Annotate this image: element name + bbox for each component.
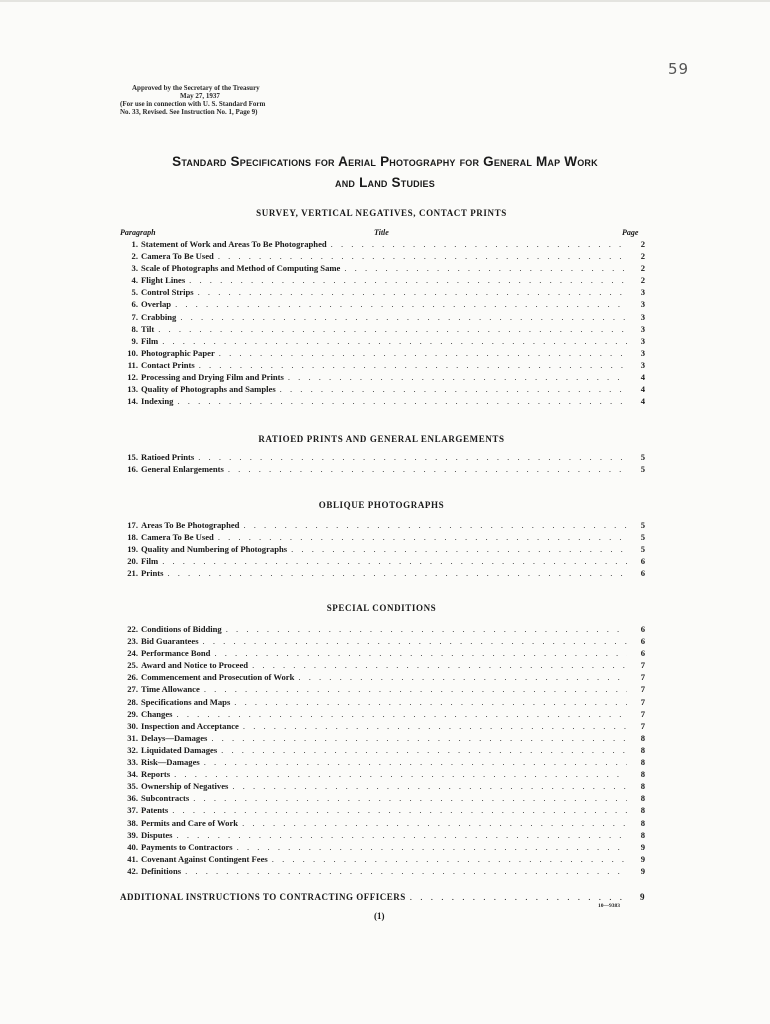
toc-entry-title: Overlap <box>141 299 172 310</box>
dot-leader <box>175 299 627 309</box>
toc-entry-number: 36. <box>127 793 138 804</box>
dot-leader <box>204 757 627 767</box>
toc-entry-title: Disputes <box>141 829 173 840</box>
toc-entry <box>120 781 645 793</box>
approval-note <box>120 84 320 116</box>
toc-entry <box>120 709 645 721</box>
toc-entry <box>120 568 645 580</box>
dot-leader <box>167 568 627 578</box>
dot-leader <box>162 556 627 566</box>
toc-entry <box>120 733 645 745</box>
toc-entry-page: 5 <box>640 464 645 475</box>
toc-entry-page: 3 <box>640 335 645 346</box>
toc-entry <box>120 324 645 336</box>
toc-entry-title: Scale of Photographs and Method of Computing Same <box>141 263 341 274</box>
toc-list <box>120 239 645 408</box>
additional-instructions-label: ADDITIONAL INSTRUCTIONS TO CONTRACTING OFFICERS <box>120 892 406 902</box>
toc-entry <box>120 660 645 672</box>
toc-entry-title: Flight Lines <box>141 275 186 286</box>
handwritten-page-number: 59 <box>668 60 690 78</box>
toc-entry-page: 2 <box>640 263 645 274</box>
toc-entry-page: 8 <box>640 757 645 768</box>
dot-leader <box>204 684 627 694</box>
toc-entry-title: Conditions of Bidding <box>141 624 222 634</box>
dot-leader <box>344 263 627 273</box>
toc-entry-title: Photographic Paper <box>141 347 215 358</box>
toc-entry-title: Film <box>141 335 159 346</box>
dot-leader <box>180 312 627 322</box>
toc-entry <box>120 348 645 360</box>
toc-entry-number: 10. <box>127 347 138 358</box>
document-title <box>110 151 660 193</box>
toc-entry-number: 6. <box>131 299 138 310</box>
toc-entry-number: 20. <box>127 556 138 567</box>
dot-leader <box>177 709 627 719</box>
page-number: (1) <box>374 911 385 921</box>
dot-leader <box>232 781 627 791</box>
toc-entry-title: Time Allowance <box>141 684 200 695</box>
toc-entry-page: 5 <box>640 452 645 462</box>
toc-entry-number: 39. <box>127 829 138 840</box>
toc-entry <box>120 239 645 251</box>
toc-entry-number: 33. <box>127 757 138 768</box>
toc-entry-page: 4 <box>640 396 645 407</box>
toc-entry-number: 22. <box>127 624 138 634</box>
toc-entry-title: Payments to Contractors <box>141 841 233 852</box>
toc-entry <box>120 556 645 568</box>
toc-entry-title: Changes <box>141 708 173 719</box>
title-line-1: Standard Specifications for Aerial Photography for General Map Work <box>172 154 598 169</box>
toc-entry-title: Areas To Be Photographed <box>141 520 240 530</box>
toc-entry-number: 4. <box>131 275 138 286</box>
toc-entry-number: 38. <box>127 817 138 828</box>
toc-entry <box>120 842 645 854</box>
toc-entry-page: 8 <box>640 793 645 804</box>
approval-line: May 27, 1937 <box>180 92 220 100</box>
column-header-page: Page <box>622 228 639 237</box>
dot-leader <box>198 287 627 297</box>
toc-entry-title: Statement of Work and Areas To Be Photographed <box>141 239 327 249</box>
toc-entry-title: Contact Prints <box>141 359 195 370</box>
title-line-2: and Land Studies <box>335 175 435 190</box>
dot-leader <box>185 866 627 876</box>
section-heading: RATIOED PRINTS AND GENERAL ENLARGEMENTS <box>258 434 505 444</box>
dot-leader <box>162 336 627 346</box>
toc-entry-title: Subcontracts <box>141 793 190 804</box>
toc-entry-title: Commencement and Prosecution of Work <box>141 672 295 683</box>
toc-entry-number: 7. <box>131 311 138 322</box>
dot-leader <box>298 672 627 682</box>
toc-entry-number: 29. <box>127 708 138 719</box>
toc-entry-number: 17. <box>127 520 138 530</box>
toc-entry-page: 8 <box>640 732 645 743</box>
toc-entry <box>120 360 645 372</box>
toc-entry-page: 9 <box>640 853 645 864</box>
toc-list <box>120 452 645 476</box>
toc-entry-title: Quality of Photographs and Samples <box>141 384 276 395</box>
toc-entry-page: 9 <box>640 841 645 852</box>
toc-entry-page: 7 <box>640 720 645 731</box>
dot-leader <box>228 464 627 474</box>
toc-entry-number: 19. <box>127 544 138 555</box>
toc-entry-number: 27. <box>127 684 138 695</box>
page-edge <box>0 0 770 2</box>
toc-entry <box>120 336 645 348</box>
dot-leader <box>174 769 627 779</box>
toc-entry-title: Award and Notice to Proceed <box>141 660 249 671</box>
toc-entry-number: 18. <box>127 532 138 543</box>
toc-entry-page: 6 <box>640 648 645 659</box>
approval-line: No. 33, Revised. See Instruction No. 1, Page 9) <box>120 108 258 116</box>
additional-instructions-entry <box>120 892 645 902</box>
toc-entry-title: Risk—Damages <box>141 757 200 768</box>
toc-entry-number: 25. <box>127 660 138 671</box>
dot-leader <box>199 360 627 370</box>
toc-entry <box>120 793 645 805</box>
section-heading: SPECIAL CONDITIONS <box>326 603 437 613</box>
toc-entry-title: Prints <box>141 568 164 579</box>
toc-entry-page: 5 <box>640 520 645 530</box>
toc-entry-title: Patents <box>141 805 169 816</box>
toc-entry <box>120 866 645 878</box>
toc-entry-number: 5. <box>131 287 138 298</box>
dot-leader <box>177 396 627 406</box>
toc-entry-title: Crabbing <box>141 311 177 322</box>
toc-entry-page: 7 <box>640 672 645 683</box>
toc-entry-page: 2 <box>640 239 645 249</box>
toc-entry <box>120 757 645 769</box>
toc-entry-title: Processing and Drying Film and Prints <box>141 372 284 383</box>
dot-leader <box>203 636 627 646</box>
toc-entry-number: 40. <box>127 841 138 852</box>
toc-entry-title: Ratioed Prints <box>141 452 195 462</box>
toc-entry <box>120 372 645 384</box>
toc-entry <box>120 544 645 556</box>
toc-entry <box>120 805 645 817</box>
dot-leader <box>177 830 627 840</box>
toc-entry-title: Quality and Numbering of Photographs <box>141 544 288 555</box>
toc-entry-title: Specifications and Maps <box>141 696 231 707</box>
dot-leader <box>226 624 627 634</box>
toc-entry-number: 11. <box>127 359 138 370</box>
toc-entry <box>120 287 645 299</box>
toc-entry-page: 4 <box>640 372 645 383</box>
toc-entry-page: 5 <box>640 532 645 543</box>
dot-leader <box>189 275 627 285</box>
toc-entry <box>120 818 645 830</box>
toc-entry-page: 4 <box>640 384 645 395</box>
toc-entry-number: 8. <box>131 323 138 334</box>
toc-list <box>120 624 645 878</box>
dot-leader <box>158 324 627 334</box>
dot-leader <box>214 648 627 658</box>
toc-entry-page: 8 <box>640 769 645 780</box>
toc-entry-page: 5 <box>640 544 645 555</box>
toc-entry-number: 1. <box>131 239 138 249</box>
dot-leader <box>218 251 627 261</box>
toc-entry-title: Film <box>141 556 159 567</box>
dot-leader <box>288 372 627 382</box>
toc-entry-page: 3 <box>640 287 645 298</box>
toc-entry-title: Inspection and Acceptance <box>141 720 239 731</box>
toc-entry <box>120 464 645 476</box>
toc-entry-number: 26. <box>127 672 138 683</box>
toc-entry-title: General Enlargements <box>141 464 224 475</box>
dot-leader <box>198 452 627 462</box>
toc-entry-title: Covenant Against Contingent Fees <box>141 853 268 864</box>
toc-entry-title: Bid Guarantees <box>141 636 199 647</box>
column-header-title: Title <box>374 228 389 237</box>
toc-entry-number: 34. <box>127 769 138 780</box>
toc-entry-number: 41. <box>127 853 138 864</box>
toc-entry-number: 9. <box>131 335 138 346</box>
toc-entry <box>120 672 645 684</box>
toc-entry-page: 6 <box>640 636 645 647</box>
dot-leader <box>221 745 627 755</box>
toc-entry-title: Camera To Be Used <box>141 532 214 543</box>
toc-entry-title: Performance Bond <box>141 648 211 659</box>
toc-entry-number: 35. <box>127 781 138 792</box>
toc-entry-title: Camera To Be Used <box>141 251 214 262</box>
toc-entry-number: 12. <box>127 372 138 383</box>
toc-entry <box>120 697 645 709</box>
toc-entry-page: 6 <box>640 556 645 567</box>
toc-entry-number: 21. <box>127 568 138 579</box>
toc-entry-title: Control Strips <box>141 287 194 298</box>
toc-entry <box>120 745 645 757</box>
toc-entry-number: 13. <box>127 384 138 395</box>
toc-entry-title: Delays—Damages <box>141 732 208 743</box>
toc-entry-page: 3 <box>640 299 645 310</box>
toc-entry-number: 28. <box>127 696 138 707</box>
toc-entry <box>120 299 645 311</box>
toc-entry <box>120 624 645 636</box>
toc-entry <box>120 263 645 275</box>
toc-entry-number: 3. <box>131 263 138 274</box>
dot-leader <box>242 818 627 828</box>
toc-entry-page: 8 <box>640 781 645 792</box>
toc-entry-title: Permits and Care of Work <box>141 817 239 828</box>
toc-entry <box>120 769 645 781</box>
toc-entry-page: 7 <box>640 660 645 671</box>
toc-entry-number: 16. <box>127 464 138 475</box>
dot-leader <box>219 348 627 358</box>
toc-entry <box>120 854 645 866</box>
toc-entry-page: 2 <box>640 275 645 286</box>
toc-entry-page: 2 <box>640 251 645 262</box>
toc-entry-page: 3 <box>640 311 645 322</box>
toc-entry <box>120 275 645 287</box>
toc-entry-number: 31. <box>127 732 138 743</box>
toc-entry <box>120 452 645 464</box>
dot-leader <box>291 544 627 554</box>
toc-entry <box>120 384 645 396</box>
toc-entry <box>120 312 645 324</box>
toc-entry-page: 3 <box>640 323 645 334</box>
toc-entry-number: 23. <box>127 636 138 647</box>
form-code: 10—9383 <box>598 903 620 909</box>
toc-entry-page: 7 <box>640 708 645 719</box>
toc-entry-title: Ownership of Negatives <box>141 781 229 792</box>
dot-leader <box>237 842 627 852</box>
toc-entry-page: 3 <box>640 359 645 370</box>
toc-entry <box>120 251 645 263</box>
toc-entry <box>120 520 645 532</box>
toc-entry <box>120 830 645 842</box>
toc-entry-page: 3 <box>640 347 645 358</box>
toc-entry-title: Liquidated Damages <box>141 744 218 755</box>
toc-entry <box>120 648 645 660</box>
dot-leader <box>243 520 627 530</box>
toc-entry-number: 14. <box>127 396 138 407</box>
additional-instructions-page: 9 <box>640 892 645 902</box>
approval-line: Approved by the Secretary of the Treasury <box>132 84 260 92</box>
toc-entry-title: Tilt <box>141 323 155 334</box>
toc-entry <box>120 636 645 648</box>
toc-entry <box>120 396 645 408</box>
toc-entry-number: 32. <box>127 744 138 755</box>
toc-entry-page: 8 <box>640 805 645 816</box>
dot-leader <box>243 721 627 731</box>
dot-leader <box>218 532 627 542</box>
dot-leader <box>331 239 627 249</box>
dot-leader <box>211 733 627 743</box>
toc-entry <box>120 721 645 733</box>
toc-entry-page: 7 <box>640 684 645 695</box>
toc-entry-title: Definitions <box>141 865 182 876</box>
dot-leader <box>280 384 627 394</box>
dot-leader <box>193 793 627 803</box>
toc-entry-number: 37. <box>127 805 138 816</box>
dot-leader <box>252 660 627 670</box>
toc-entry-number: 42. <box>127 865 138 876</box>
dot-leader <box>410 892 627 902</box>
dot-leader <box>172 805 627 815</box>
toc-entry-page: 7 <box>640 696 645 707</box>
toc-entry-page: 6 <box>640 624 645 634</box>
approval-line: (For use in connection with U. S. Standard Form <box>120 100 266 108</box>
toc-entry-page: 9 <box>640 865 645 876</box>
toc-entry-title: Indexing <box>141 396 174 407</box>
toc-entry-page: 8 <box>640 744 645 755</box>
toc-entry <box>120 532 645 544</box>
dot-leader <box>272 854 627 864</box>
toc-entry <box>120 684 645 696</box>
toc-entry-number: 30. <box>127 720 138 731</box>
toc-entry-page: 8 <box>640 829 645 840</box>
toc-entry-page: 8 <box>640 817 645 828</box>
toc-entry-number: 2. <box>131 251 138 262</box>
section-heading: OBLIQUE PHOTOGRAPHS <box>318 500 445 510</box>
toc-entry-page: 6 <box>640 568 645 579</box>
dot-leader <box>234 697 627 707</box>
toc-entry-number: 24. <box>127 648 138 659</box>
toc-entry-number: 15. <box>127 452 138 462</box>
toc-list <box>120 520 645 580</box>
section-heading: SURVEY, VERTICAL NEGATIVES, CONTACT PRINTS <box>256 208 507 218</box>
column-header-paragraph: Paragraph <box>120 228 156 237</box>
toc-entry-title: Reports <box>141 769 171 780</box>
